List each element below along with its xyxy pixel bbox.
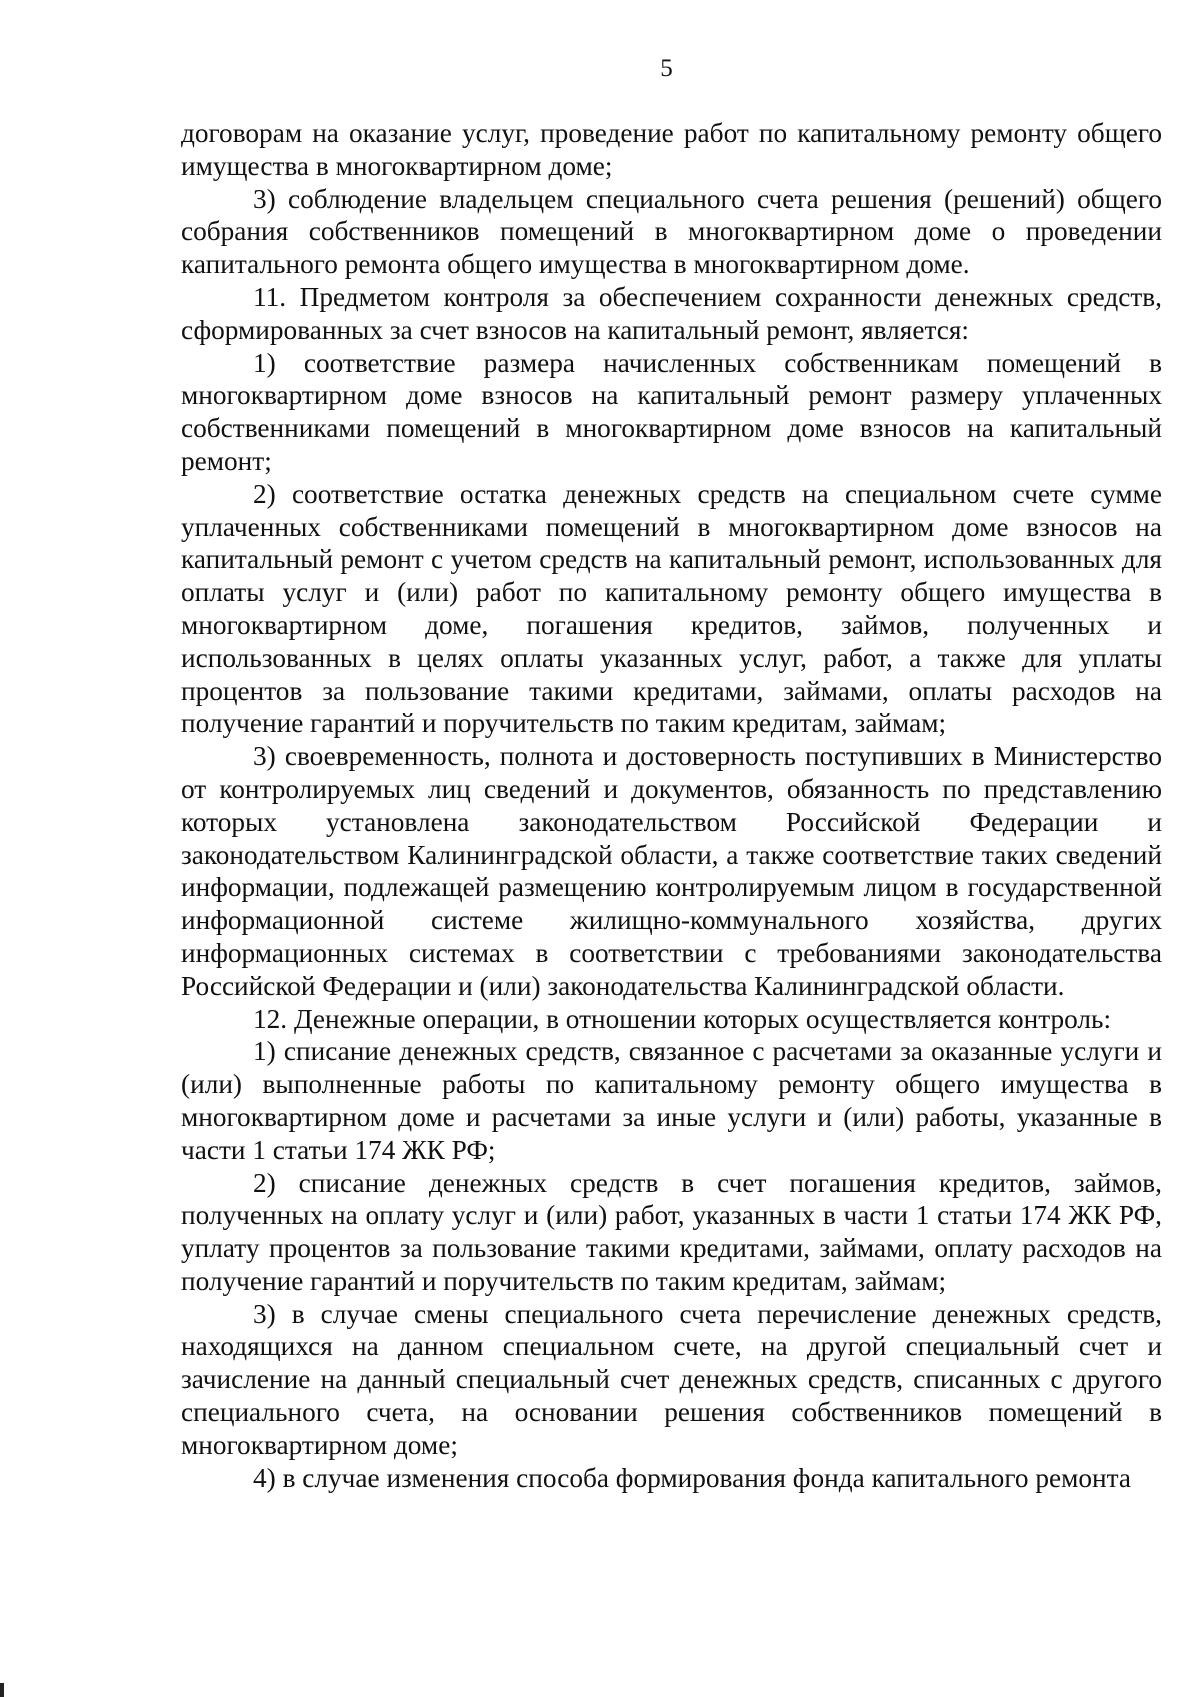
paragraph-item-11-2: 2) соответствие остатка денежных средств на специальном счете сумме уплаченных собственниками помещений в многоквартирном доме взносов на капитальный ремонт с учетом средств на капитальный ремонт, использованных для оплаты услуг и (или) работ по капитальному ремонту общего имущества в многоквартирном доме, погашения кредитов, займов, полученных и использованных в целях оплаты указанных услуг, работ, а также для уплаты процентов за пользование такими кредитами, займами, оплаты расходов на получение гарантий и поручительств по таким кредитам, займам; [181, 478, 1162, 739]
paragraph-section-12: 12. Денежные операции, в отношении которых осуществляется контроль: [253, 1003, 1112, 1034]
paragraph-item-12-3: 3) в случае смены специального счета перечисление денежных средств, находящихся на данном специальном счете, на другой специальный счет и зачисление на данный специальный счет денежных средств, списанных с другого специального счета, на основании решения собственников помещений в многоквартирном доме; [181, 1298, 1162, 1460]
paragraph-continuation: договорам на оказание услуг, проведение работ по капитальному ремонту общего имущества в многоквартирном доме; [181, 118, 1162, 181]
document-body [181, 117, 1162, 1494]
paragraph-section-11: 11. Предметом контроля за обеспечением сохранности денежных средств, сформированных за счет взносов на капитальный ремонт, является: [181, 281, 1162, 345]
paragraph-item-11-3: 3) своевременность, полнота и достоверность поступивших в Министерство от контролируемых лиц сведений и документов, обязанность по представлению которых установлена законодательством Российской Федерации и законодательством Калининградской области, а также соответствие таких сведений информации, подлежащей размещению контролируемым лицом в государственной информационной системе жилищно-коммунального хозяйства, других информационных системах в соответствии с требованиями законодательства Российской Федерации и (или) законодательства Калининградской области. [181, 741, 1162, 1001]
page-number: 5 [660, 55, 673, 82]
paragraph-item-12-2: 2) списание денежных средств в счет погашения кредитов, займов, полученных на оплату услуг и (или) работ, указанных в части 1 статьи 174 ЖК РФ, уплату процентов за пользование такими кредитами, займами, оплату расходов на получение гарантий и поручительств по таким кредитам, займам; [181, 1167, 1162, 1296]
paragraph-item-3: 3) соблюдение владельцем специального счета решения (решений) общего собрания собственников помещений в многоквартирном доме о проведении капитального ремонта общего имущества в многоквартирном доме. [181, 183, 1162, 280]
scan-edge-mark [0, 1683, 4, 1697]
paragraph-item-12-1: 1) списание денежных средств, связанное с расчетами за оказанные услуги и (или) выполненные работы по капитальному ремонту общего имущества в многоквартирном доме и расчетами за иные услуги и (или) работы, указанные в части 1 статьи 174 ЖК РФ; [181, 1036, 1162, 1165]
paragraph-item-11-1: 1) соответствие размера начисленных собственникам помещений в многоквартирном доме взносов на капитальный ремонт размеру уплаченных собственниками помещений в многоквартирном доме взносов на капитальный ремонт; [181, 347, 1162, 476]
paragraph-item-12-4: 4) в случае изменения способа формирования фонда капитального ремонта [253, 1462, 1131, 1493]
